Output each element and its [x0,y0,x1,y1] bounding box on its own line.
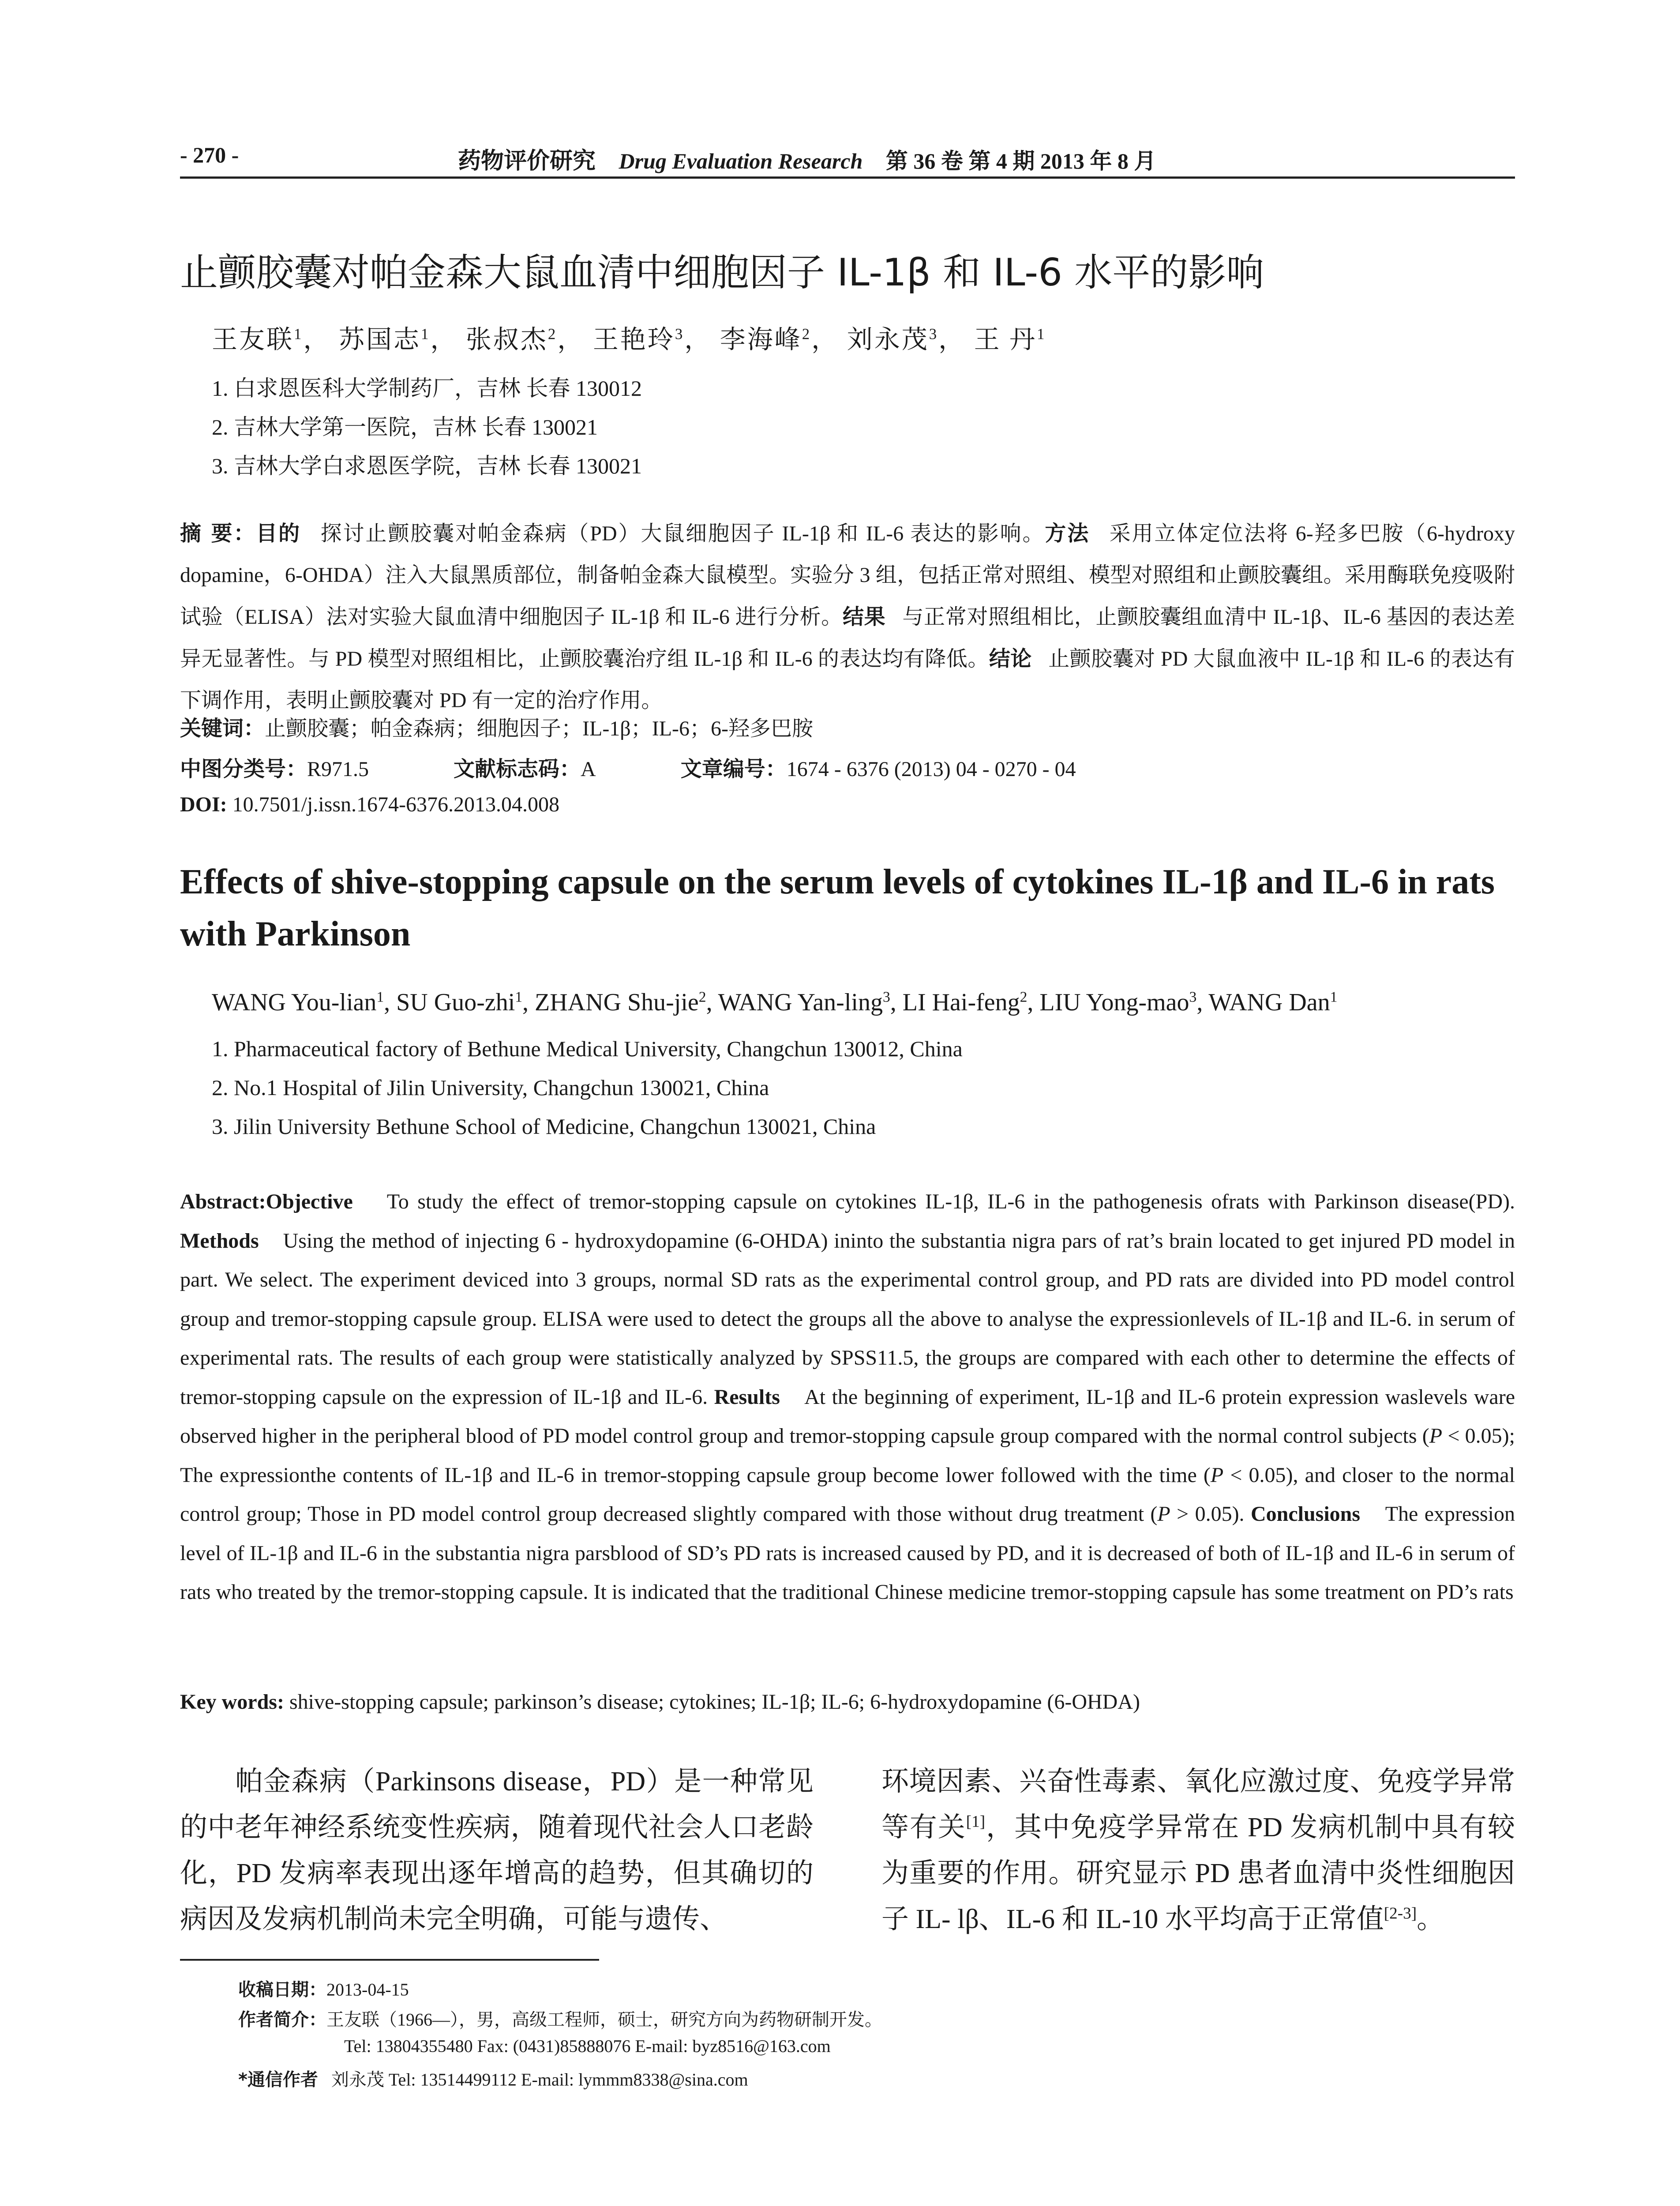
cn-affiliation-3: 3. 吉林大学白求恩医学院，吉林 长春 130021 [212,454,642,478]
en-affiliation-3: 3. Jilin University Bethune School of Medicine, Changchun 130021, China [212,1114,876,1139]
en-affiliation-2: 2. No.1 Hospital of Jilin University, Changchun 130021, China [212,1075,769,1100]
footnote-rule [180,1959,599,1961]
en-author: SU Guo-zhi [396,989,515,1016]
received-date: 2013-04-15 [326,1980,409,2000]
journal-header [458,142,1156,175]
en-keywords-text: shive-stopping capsule; parkinson’s disease; cytokines; IL-1β; IL-6; 6-hydroxydopamine (6-OHDA) [289,1690,1140,1714]
en-results-3: < 0.05), and closer to the normal control group; Those in PD model control group decreased slightly compared with those without drug treatment ( [180,1463,1515,1526]
cn-abstract [180,513,1515,721]
corr-label: *通信作者 [238,2070,318,2090]
corr-info: 刘永茂 Tel: 13514499112 E-mail: lymmm8338@sina.com [331,2070,748,2090]
cn-methods: 采用立体定位法将 6-羟多巴胺（6-hydroxy dopamine，6-OHDA）注入大鼠黑质部位，制备帕金森大鼠模型。实验分 3 组，包括正常对照组、模型对照组和止颤胶囊组。采用酶联免疫吸附试验（ELISA）法对实验大鼠血清中细胞因子 IL-1β 和 IL-6 进行分析。 [180,522,1515,629]
en-methods: Using the method of injecting 6 - hydroxydopamine (6-OHDA) ininto the substantia nigra pars of rat’s brain located to get injured PD model in part. We select. The experiment deviced into 3 groups, normal SD rats as the experimental control group, and PD rats are divided into PD model control group and tremor-stopping capsule group. ELISA were used to detect the groups all the above to analyse the expressionlevels of IL-1β and IL-6. in serum of experimental rats. The results of each group were statistically analyzed by SPSS11.5, the groups are compared with each other to determine the effects of tremor-stopping capsule on the expression of IL-1β and IL-6. [180,1229,1515,1409]
body-paragraph: 帕金森病（Parkinsons disease，PD）是一种常见的中老年神经系统变性疾病，随着现代社会人口老龄化，PD 发病率表现出逐年增高的趋势，但其确切的病因及发病机制尚未完全明确，可能与遗传、 [180,1767,814,1934]
cn-results-label: 结果 [842,604,886,629]
running-header [180,142,1515,177]
en-author: ZHANG Shu-jie [535,989,699,1016]
cn-conclusion-label: 结论 [989,646,1032,671]
en-conclusions: The expression level of IL-1β and IL-6 in the substantia nigra parsblood of SD’s PD rats is increased caused by PD, and it is decreased of both of IL-1β and IL-6 in serum of rats who treated by the tremor-stopping capsule. It is indicated that the traditional Chinese medicine tremor-stopping capsule has some treatment on PD’s rats [180,1502,1515,1604]
cn-classification [180,752,1076,782]
doi [180,792,559,817]
cn-results: 与正常对照组相比，止颤胶囊组血清中 IL-1β、IL-6 基因的表达差异无显著性。与 PD 模型对照组相比，止颤胶囊治疗组 IL-1β 和 IL-6 的表达均有降低。 [180,605,1515,671]
doc-code-label: 文献标志码： [454,757,581,781]
en-results-1: At the beginning of experiment, IL-1β and IL-6 protein expression waslevels ware observed higher in the peripheral blood of PD model control group and tremor-stopping capsule group compared with the normal control subjects ( [180,1385,1515,1448]
cn-methods-label: 方法 [1045,521,1090,546]
cn-author: 苏国志 [338,325,421,354]
cn-conclusion: 止颤胶囊对 PD 大鼠血液中 IL-1β 和 IL-6 的表达有下调作用，表明止颤胶囊对 PD 有一定的治疗作用。 [180,647,1515,712]
citation: [1] [966,1812,986,1831]
doi-value: 10.7501/j.issn.1674-6376.2013.04.008 [232,793,560,816]
header-rule [180,176,1515,179]
journal-name-en: Drug Evaluation Research [619,149,863,173]
issue-info: 第 36 卷 第 4 期 2013 年 8 月 [885,149,1156,173]
received-label: 收稿日期： [238,1980,326,2000]
cn-objective: 探讨止颤胶囊对帕金森病（PD）大鼠细胞因子 IL-1β 和 IL-6 表达的影响。 [320,522,1045,545]
cn-author: 张叔杰 [465,325,548,354]
cn-author: 王友联 [212,325,294,354]
clc-label: 中图分类号： [180,757,308,781]
footnote-corresponding [238,2066,748,2091]
en-keywords-label: Key words: [180,1690,284,1714]
cn-title: 止颤胶囊对帕金森大鼠血清中细胞因子 IL-1β 和 IL-6 水平的影响 [180,251,1264,295]
en-results-label: Results [714,1385,780,1409]
en-author: WANG You-lian [212,989,377,1016]
en-methods-label: Methods [180,1229,259,1253]
en-results-2: < 0.05); The expressionthe contents of IL-1β and IL-6 in tremor-stopping capsule group become lower followed with the time ( [180,1424,1515,1487]
citation: [2-3] [1384,1904,1417,1923]
clc-value: R971.5 [307,758,369,781]
cn-authors: 王友联$^1$， 苏国志$^1$， 张叔杰$^2$， 王艳玲$^3$， 李海峰$^2$， 刘永茂$^3$， 王 丹$^1$ [212,325,1046,354]
journal-name-cn: 药物评价研究 [458,149,596,174]
en-keywords [180,1690,1140,1714]
p-symbol: P [1157,1502,1170,1526]
en-abstract [180,1182,1515,1612]
en-affiliation-1: 1. Pharmaceutical factory of Bethune Medical University, Changchun 130012, China [212,1036,963,1061]
footnote-received [238,1976,409,2001]
en-objective: To study the effect of tremor-stopping capsule on cytokines IL-1β, IL-6 in the pathogenesis ofrats with Parkinson disease(PD). [386,1190,1515,1213]
article-no-label: 文章编号： [680,757,787,781]
en-conclusions-label: Conclusions [1250,1502,1361,1526]
cn-keywords-text: 止颤胶囊；帕金森病；细胞因子；IL-1β；IL-6；6-羟多巴胺 [265,717,814,740]
body-column-left [180,1759,814,1942]
p-symbol: P [1210,1463,1224,1487]
footnote-author [238,2006,882,2031]
cn-author: 王 丹 [974,325,1037,354]
en-author: LI Hai-feng [902,989,1020,1016]
article-no-value: 1674 - 6376 (2013) 04 - 0270 - 04 [786,758,1076,781]
body-paragraph: 环境因素、兴奋性毒素、氧化应激过度、免疫学异常等有关 [881,1767,1515,1842]
cn-author: 王艳玲 [592,325,675,354]
en-author: LIU Yong-mao [1039,989,1189,1016]
cn-affiliation-1: 1. 白求恩医科大学制药厂，吉林 长春 130012 [212,376,642,401]
page-number: - 270 - [180,143,239,167]
cn-author: 李海峰 [720,325,802,354]
footnote-contact: Tel: 13804355480 Fax: (0431)85888076 E-mail: byz8516@163.com [344,2036,831,2056]
cn-author: 刘永茂 [847,325,929,354]
cn-affiliation-2: 2. 吉林大学第一医院，吉林 长春 130021 [212,415,598,439]
cn-keywords [180,711,813,742]
cn-keywords-label: 关键词： [180,716,265,741]
en-title: Effects of shive-stopping capsule on the serum levels of cytokines IL-1β and IL-6 in rats with Parkinson [180,863,1495,953]
en-results-4: > 0.05). [1170,1502,1245,1526]
en-abstract-label: Abstract:Objective [180,1190,353,1213]
en-author: WANG Yan-ling [718,989,883,1016]
author-label: 作者简介： [238,2010,326,2030]
doc-code-value: A [581,758,596,781]
doi-label: DOI: [180,793,227,816]
cn-abstract-label: 摘 要： [180,521,256,546]
author-bio: 王友联（1966—），男，高级工程师，硕士，研究方向为药物研制开发。 [326,2010,882,2030]
en-author: WANG Dan [1208,989,1330,1016]
cn-objective-label: 目的 [256,521,301,546]
body-column-right: 环境因素、兴奋性毒素、氧化应激过度、免疫学异常等有关[1]，其中免疫学异常在 PD 发病机制中具有较为重要的作用。研究显示 PD 患者血清中炎性细胞因子 IL- lβ、IL-6 和 IL-10 水平均高于正常值[2-3]。 [881,1767,1515,1934]
p-symbol: P [1429,1424,1443,1448]
en-authors: WANG You-lian$^1$, SU Guo-zhi$^1$, ZHANG Shu-jie$^2$, WANG Yan-ling$^3$, LI Hai-feng$^2$, LIU Yong-mao$^3$, WANG Dan$^1$ [212,989,1338,1016]
